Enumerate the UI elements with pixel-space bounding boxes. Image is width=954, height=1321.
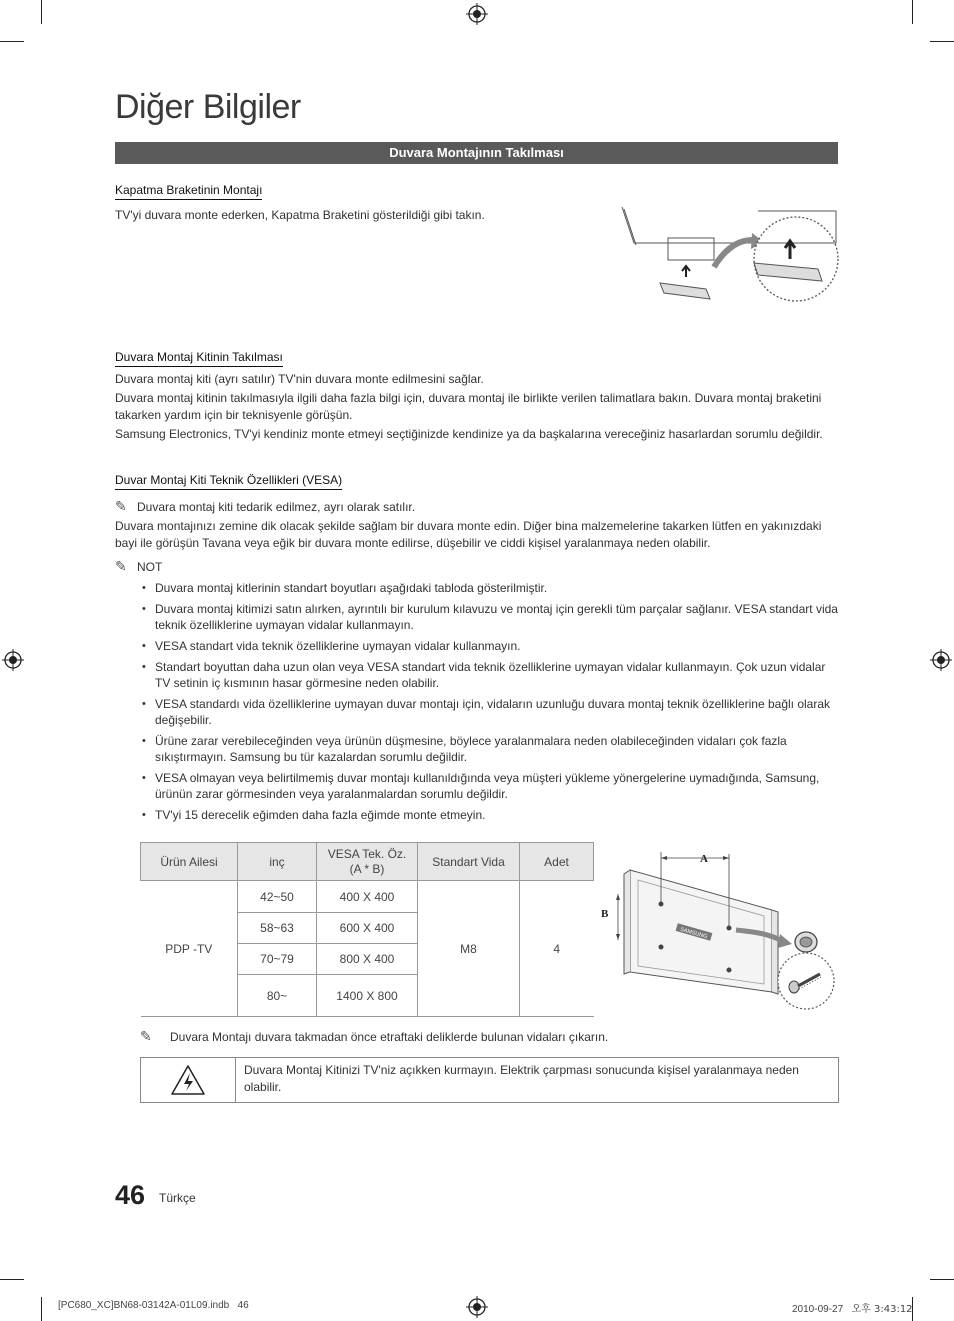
- col-header-vesa: VESA Tek. Öz. (A * B): [317, 843, 418, 881]
- print-footer-datetime: 2010-09-27 오후 3:43:12: [792, 1304, 913, 1315]
- bullet-icon: •: [142, 582, 146, 594]
- vesa-note-1: ✎ Duvara montaj kiti tedarik edilmez, ayrı olarak satılır.: [115, 498, 416, 514]
- bullet-icon: •: [142, 640, 146, 652]
- registration-mark-icon: [466, 1296, 488, 1318]
- warning-icon: [170, 1064, 206, 1096]
- list-item: • Ürüne zarar verebileceğinden veya ürünün düşmesine, böylece yaralanmalara neden olabileceğinden vidaları çok fazla sıkıştırmayın. Samsung bu tür kazalardan sorumlu değildir.: [142, 734, 787, 764]
- crop-mark: [0, 41, 24, 42]
- registration-mark-icon: [466, 3, 488, 25]
- list-item: • Standart boyuttan daha uzun olan veya VESA standart vida teknik özelliklerine uymayan vidalar kullanmayın. Çok uzun vidalar TV setinin iç kısmının hasar görmesine neden olabilir.: [142, 660, 826, 690]
- heading-cover-bracket: Kapatma Braketinin Montajı: [115, 183, 262, 200]
- wall-mount-kit-p1: Duvara montaj kiti (ayrı satılır) TV'nin duvara monte edilmesini sağlar.: [115, 372, 484, 386]
- cell-size: 58~63: [238, 913, 317, 944]
- bullet-icon: •: [142, 698, 146, 710]
- cover-bracket-text: TV'yi duvara monte ederken, Kapatma Braketini gösterildiği gibi takın.: [115, 208, 485, 222]
- list-item: • Duvara montaj kitimizi satın alırken, ayrıntılı bir kurulum kılavuzu ve montaj için gerekli tüm parçalar sağlanır. VESA standart vida teknik özelliklerine uymayan vidalar kullanmayın.: [142, 602, 838, 632]
- bullet-icon: •: [142, 772, 146, 784]
- cell-vesa: 1400 X 800: [317, 975, 418, 1017]
- vesa-note-2: ✎ Duvara Montajı duvara takmadan önce etraftaki deliklerde bulunan vidaları çıkarın.: [140, 1028, 609, 1044]
- crop-mark: [0, 1279, 24, 1280]
- col-header-inch: inç: [238, 843, 317, 881]
- pencil-icon: ✎: [140, 1028, 152, 1044]
- page-language: Türkçe: [159, 1191, 196, 1205]
- registration-mark-icon: [930, 649, 952, 671]
- crop-mark: [930, 1279, 954, 1280]
- list-item: • VESA standart vida teknik özelliklerine uymayan vidalar kullanmayın.: [142, 639, 521, 653]
- wall-mount-kit-p3: Samsung Electronics, TV'yi kendiniz monte etmeyi seçtiğinizde kendinize ya da başkalarına vereceğiniz hasarlardan sorumlu değildir.: [115, 427, 823, 441]
- col-header-qty: Adet: [520, 843, 594, 881]
- cell-vesa: 600 X 400: [317, 913, 418, 944]
- crop-mark: [930, 41, 954, 42]
- vesa-spec-table: [140, 842, 594, 1017]
- cell-family: PDP -TV: [141, 881, 238, 1017]
- col-header-family: Ürün Ailesi: [141, 843, 238, 881]
- cell-vesa: 400 X 400: [317, 881, 418, 913]
- section-banner: Duvara Montajının Takılması: [115, 142, 838, 164]
- col-header-screw: Standart Vida: [418, 843, 520, 881]
- cell-size: 70~79: [238, 944, 317, 975]
- cell-vesa: 800 X 400: [317, 944, 418, 975]
- warning-box: [140, 1057, 839, 1103]
- heading-wall-mount-kit: Duvara Montaj Kitinin Takılması: [115, 350, 283, 367]
- warning-text: Duvara Montaj Kitinizi TV'niz açıkken kurmayın. Elektrik çarpması sonucunda kişisel yaralanmaya neden olabilir.: [244, 1063, 799, 1094]
- table-row: [141, 881, 594, 913]
- note-bullet-list: [140, 580, 840, 828]
- list-item: • VESA standardı vida özelliklerine uymayan duvar montajı için, vidaların uzunluğu duvara montaj teknik özelliklerine bağlı olarak değişebilir.: [142, 697, 831, 727]
- cover-bracket-illustration: [618, 203, 840, 315]
- crop-mark: [41, 1297, 42, 1321]
- page-number: 46: [115, 1180, 146, 1210]
- list-item: • Duvara montaj kitlerinin standart boyutları aşağıdaki tabloda gösterilmiştir.: [142, 581, 548, 595]
- page-title: Diğer Bilgiler: [115, 88, 301, 126]
- cell-screw: M8: [418, 881, 520, 1017]
- list-item: • TV'yi 15 derecelik eğimden daha fazla eğimde monte etmeyin.: [142, 808, 486, 822]
- print-footer-file: [PC680_XC]BN68-03142A-01L09.indb 46: [58, 1300, 249, 1311]
- cell-size: 42~50: [238, 881, 317, 913]
- tv-back-diagram: [596, 846, 838, 1018]
- heading-vesa-spec: Duvar Montaj Kiti Teknik Özellikleri (VESA): [115, 473, 342, 490]
- bullet-icon: •: [142, 661, 146, 673]
- pencil-icon: ✎: [115, 498, 127, 514]
- cell-size: 80~: [238, 975, 317, 1017]
- registration-mark-icon: [2, 649, 24, 671]
- dimension-label-b: B: [601, 908, 609, 920]
- dimension-label-a: A: [700, 853, 708, 865]
- table-header-row: [141, 843, 594, 881]
- crop-mark: [912, 0, 913, 24]
- pencil-icon: ✎: [115, 558, 127, 574]
- cell-qty: 4: [520, 881, 594, 1017]
- bullet-icon: •: [142, 603, 146, 615]
- bullet-icon: •: [142, 809, 146, 821]
- wall-mount-kit-p2: Duvara montaj kitinin takılmasıyla ilgili daha fazla bilgi için, duvara montaj ile birlikte verilen talimatlara bakın. Duvara montaj braketini takarken yardım için bir teknisyenle görüşün.: [115, 391, 822, 422]
- vesa-p1: Duvara montajınızı zemine dik olacak şekilde sağlam bir duvara monte edin. Diğer bina malzemelerine takarken lütfen en yakınızdaki bayi ile görüşün Tavana veya eğik bir duvara monte edilirse, düşebilir ve ciddi kişisel yaralanmaya neden olabilir.: [115, 519, 822, 550]
- vesa-note-label: ✎ NOT: [115, 558, 163, 574]
- crop-mark: [41, 0, 42, 24]
- svg-text:SAMSUNG: SAMSUNG: [679, 926, 708, 941]
- bullet-icon: •: [142, 735, 146, 747]
- list-item: • VESA olmayan veya belirtilmemiş duvar montajı kullanıldığında veya müşteri yükleme yönergelerine uymadığında, Samsung, ürünün zarar görmesinden veya yaralanmalardan sorumlu değildir.: [142, 771, 820, 801]
- warning-icon-cell: [141, 1058, 236, 1102]
